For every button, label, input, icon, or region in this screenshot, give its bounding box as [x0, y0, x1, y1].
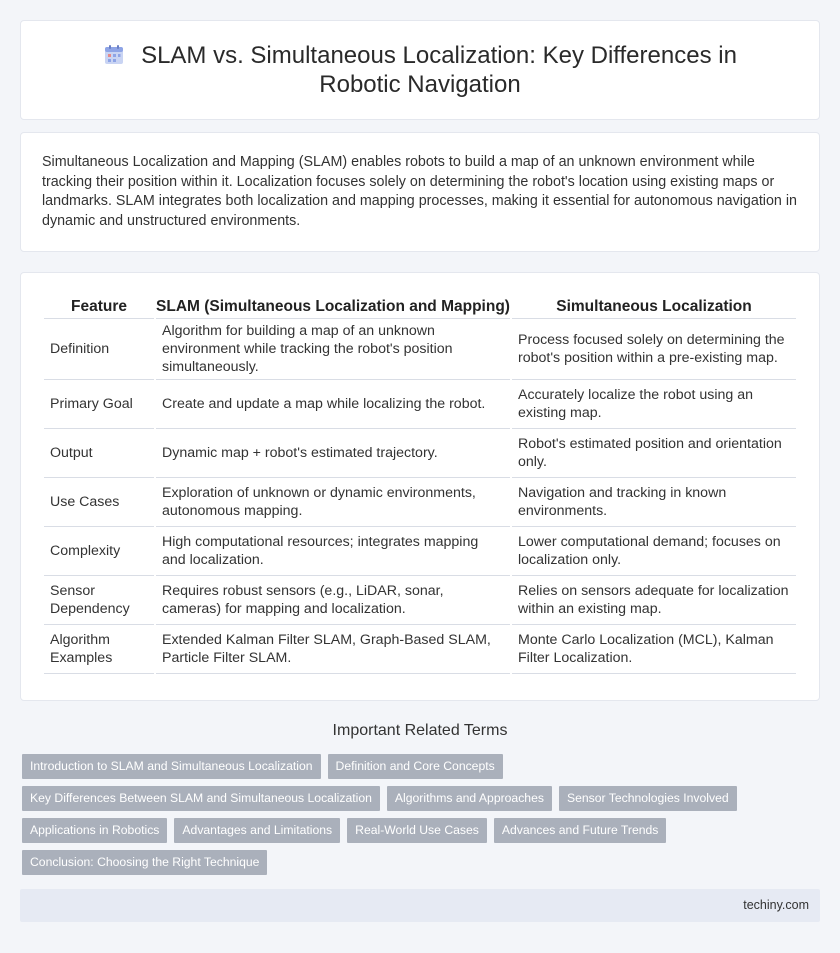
related-term-tag[interactable]: Real-World Use Cases — [347, 818, 487, 843]
footer — [20, 889, 820, 922]
table-row — [44, 429, 796, 478]
row-localization: Accurately localize the robot using an existing map. — [512, 380, 796, 429]
col-header-slam: SLAM (Simultaneous Localization and Mapping) — [156, 295, 510, 319]
comparison-table — [42, 295, 798, 674]
footer-site-link[interactable]: techiny.com — [743, 898, 809, 912]
table-row — [44, 478, 796, 527]
table-row — [44, 527, 796, 576]
row-slam: Exploration of unknown or dynamic environments, autonomous mapping. — [156, 478, 510, 527]
intro-paragraph: Simultaneous Localization and Mapping (SLAM) enables robots to build a map of an unknown environment while tracking their position within it. Localization focuses solely on determining the robot's location using existing maps or landmarks. SLAM integrates both localization and mapping processes, making it essential for autonomous navigation in dynamic and unstructured environments. — [42, 154, 797, 229]
row-feature: Complexity — [44, 527, 154, 576]
row-feature: Sensor Dependency — [44, 576, 154, 625]
row-slam: Extended Kalman Filter SLAM, Graph-Based SLAM, Particle Filter SLAM. — [156, 625, 510, 674]
row-feature: Algorithm Examples — [44, 625, 154, 674]
table-row — [44, 576, 796, 625]
related-term-tag[interactable]: Key Differences Between SLAM and Simultaneous Localization — [22, 786, 380, 811]
table-row — [44, 625, 796, 674]
row-feature: Definition — [44, 319, 154, 380]
header-card — [20, 20, 820, 120]
row-localization: Process focused solely on determining the robot's position within a pre-existing map. — [512, 319, 796, 380]
col-header-localization: Simultaneous Localization — [512, 295, 796, 319]
related-term-tag[interactable]: Algorithms and Approaches — [387, 786, 552, 811]
row-slam: High computational resources; integrates mapping and localization. — [156, 527, 510, 576]
row-slam: Requires robust sensors (e.g., LiDAR, sonar, cameras) for mapping and localization. — [156, 576, 510, 625]
related-term-tag[interactable]: Introduction to SLAM and Simultaneous Localization — [22, 754, 321, 779]
related-term-tag[interactable]: Definition and Core Concepts — [328, 754, 503, 779]
row-feature: Output — [44, 429, 154, 478]
row-slam: Algorithm for building a map of an unknown environment while tracking the robot's position simultaneously. — [156, 319, 510, 380]
table-header-row — [44, 295, 796, 319]
table-row — [44, 380, 796, 429]
calendar-grid-icon — [103, 44, 125, 66]
row-localization: Navigation and tracking in known environments. — [512, 478, 796, 527]
row-localization: Relies on sensors adequate for localization within an existing map. — [512, 576, 796, 625]
row-feature: Primary Goal — [44, 380, 154, 429]
row-slam: Create and update a map while localizing the robot. — [156, 380, 510, 429]
comparison-card — [20, 272, 820, 701]
related-terms-heading: Important Related Terms — [332, 722, 508, 739]
page-title: SLAM vs. Simultaneous Localization: Key Differences in Robotic Navigation — [141, 42, 737, 98]
related-term-tag[interactable]: Advances and Future Trends — [494, 818, 667, 843]
row-localization: Monte Carlo Localization (MCL), Kalman Filter Localization. — [512, 625, 796, 674]
row-localization: Lower computational demand; focuses on localization only. — [512, 527, 796, 576]
related-term-tag[interactable]: Applications in Robotics — [22, 818, 167, 843]
row-slam: Dynamic map + robot's estimated trajectory. — [156, 429, 510, 478]
table-row — [44, 319, 796, 380]
page-title-wrap — [61, 41, 779, 99]
intro-card — [20, 132, 820, 252]
row-localization: Robot's estimated position and orientation only. — [512, 429, 796, 478]
row-feature: Use Cases — [44, 478, 154, 527]
related-term-tag[interactable]: Conclusion: Choosing the Right Technique — [22, 850, 267, 875]
related-terms-list — [22, 754, 812, 882]
col-header-feature: Feature — [44, 295, 154, 319]
related-term-tag[interactable]: Sensor Technologies Involved — [559, 786, 737, 811]
related-term-tag[interactable]: Advantages and Limitations — [174, 818, 340, 843]
